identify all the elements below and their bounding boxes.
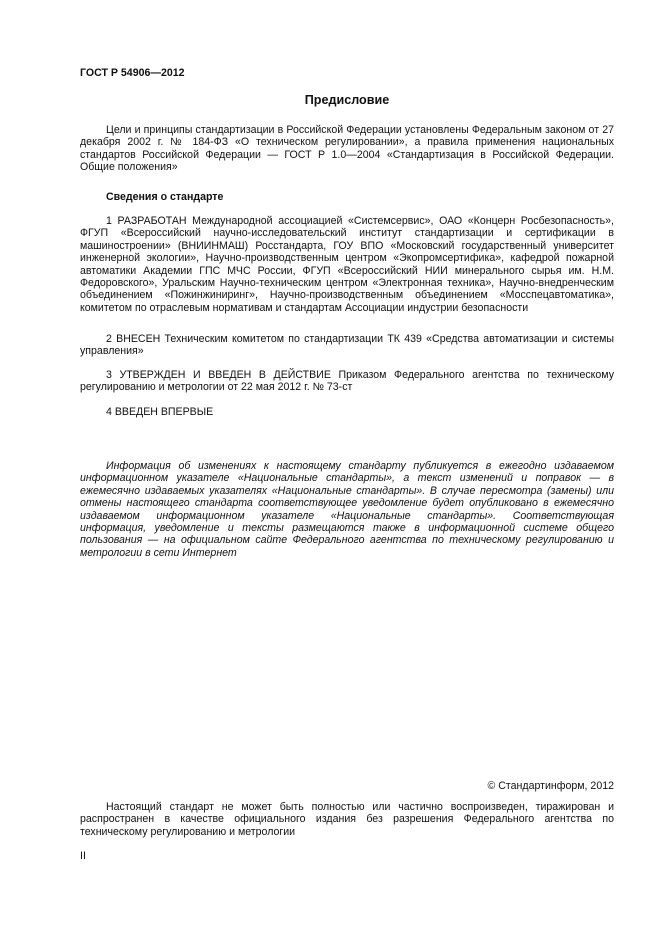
preface-intro-block [80, 124, 614, 174]
reproduction-notice: Настоящий стандарт не может быть полностью или частично воспроизведен, тиражирован и распространен в качестве официального издания без разрешения Федерального агентства по техническому регулированию и метрологии [80, 801, 614, 838]
copyright: © Стандартинформ, 2012 [487, 780, 614, 792]
preface-intro: Цели и принципы стандартизации в Российской Федерации установлены Федеральным законом от 27 декабря 2002 г. № 184-ФЗ «О техническом регулировании», а правила применения национальных стандартов Российской Федерации — ГОСТ Р 1.0—2004 «Стандартизация в Российской Федерации. Общие положения» [80, 124, 614, 174]
item-2-block [80, 333, 614, 358]
item-1-block [80, 215, 614, 314]
page-number: II [80, 850, 86, 862]
reproduction-notice-block [80, 801, 614, 838]
changes-notice-block [80, 460, 614, 559]
item-4-block [80, 406, 614, 418]
standard-code: ГОСТ Р 54906—2012 [80, 67, 185, 79]
item-1: 1 РАЗРАБОТАН Международной ассоциацией «Системсервис», ОАО «Концерн Росбезопасность», ФГУП «Всероссийский научно-исследовательский институт стандартизации и сертификации в машиностроении» (ВНИИНМАШ) Росстандарта, ГОУ ВПО «Московский государственный университет инженерной экологии», Научно-производственным центром «Экопромсертифика», кафедрой пожарной автоматики Академии ГПС МЧС России, ФГУП «Всероссийский НИИ минерального сырья им. Н.М. Федоровского», Уральским Научно-техническим центром «Электронная техника», Научно-внедренческим объединением «Пожинжиниринг», Научно-производственным объединением «Мосспецавтоматика», комитетом по отраслевым нормативам и стандартам Ассоциации индустрии безопасности [80, 215, 614, 314]
item-2: 2 ВНЕСЕН Техническим комитетом по стандартизации ТК 439 «Средства автоматизации и системы управления» [80, 333, 614, 358]
changes-notice: Информация об изменениях к настоящему стандарту публикуется в ежегодно издаваемом информационном указателе «Национальные стандарты», а текст изменений и поправок — в ежемесячно издаваемых указателях «Национальные стандарты». В случае пересмотра (замены) или отмены настоящего стандарта соответствующее уведомление будет опубликовано в ежемесячно издаваемом информационном указателе «Национальные стандарты». Соответствующая информация, уведомление и тексты размещаются также в информационной системе общего пользования — на официальном сайте Федерального агентства по техническому регулированию и метрологии в сети Интернет [80, 460, 614, 559]
section-heading: Сведения о стандарте [106, 191, 224, 203]
item-3-block [80, 369, 614, 394]
preface-title: Предисловие [304, 93, 390, 107]
item-4: 4 ВВЕДЕН ВПЕРВЫЕ [106, 406, 214, 418]
item-3: 3 УТВЕРЖДЕН И ВВЕДЕН В ДЕЙСТВИЕ Приказом Федерального агентства по техническому регулированию и метрологии от 22 мая 2012 г. № 73-ст [80, 369, 614, 394]
